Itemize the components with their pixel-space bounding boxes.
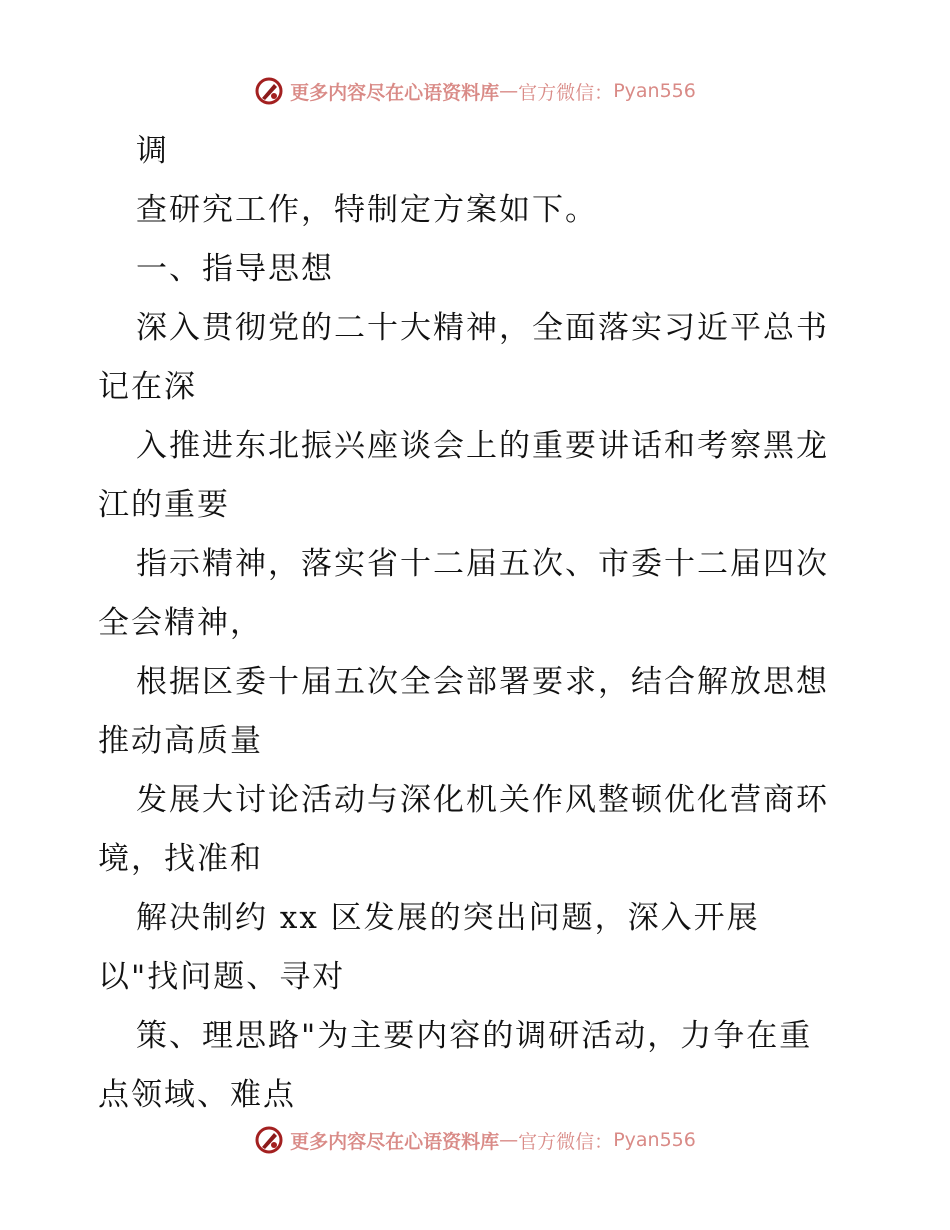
body-line: 江的重要 <box>98 487 230 523</box>
body-line: 以"找问题、寻对 <box>98 959 346 995</box>
body-line: 根据区委十届五次全会部署要求，结合解放思想 <box>136 664 829 700</box>
footer-wechat-label: 官方微信： <box>518 1130 614 1153</box>
body-line: 全会精神， <box>98 605 263 641</box>
header-wechat-label: 官方微信： <box>518 81 614 104</box>
body-line: 策、理思路"为主要内容的调研活动，力争在重 <box>136 1018 813 1054</box>
header-wechat-id: Pyan556 <box>613 80 696 102</box>
footer-brand-text: 更多内容尽在心语资料库 <box>290 1130 500 1153</box>
body-line: 解决制约 xx 区发展的突出问题，深入开展 <box>136 900 760 936</box>
document-body <box>98 122 858 1125</box>
body-line: 推动高质量 <box>98 723 263 759</box>
section-heading: 一、指导思想 <box>136 251 334 287</box>
body-line: 记在深 <box>98 369 197 405</box>
body-line: 点领域、难点 <box>98 1077 296 1113</box>
body-line: 深入贯彻党的二十大精神，全面落实习近平总书 <box>136 310 829 346</box>
footer-separator: — <box>499 1129 519 1151</box>
header-separator: — <box>499 80 519 102</box>
footer-wechat-id: Pyan556 <box>613 1129 696 1151</box>
body-line: 发展大讨论活动与深化机关作风整顿优化营商环 <box>136 782 829 818</box>
brand-logo-icon <box>254 76 284 106</box>
header-brand-text: 更多内容尽在心语资料库 <box>290 81 500 104</box>
brand-logo-icon <box>254 1125 284 1155</box>
footer-watermark <box>0 1120 950 1160</box>
body-line: 境，找准和 <box>98 841 263 877</box>
body-line: 指示精神，落实省十二届五次、市委十二届四次 <box>136 546 829 582</box>
body-line: 查研究工作，特制定方案如下。 <box>136 192 598 228</box>
body-line: 入推进东北振兴座谈会上的重要讲话和考察黑龙 <box>136 428 829 464</box>
body-line: 调 <box>136 133 169 169</box>
header-watermark <box>0 71 950 111</box>
